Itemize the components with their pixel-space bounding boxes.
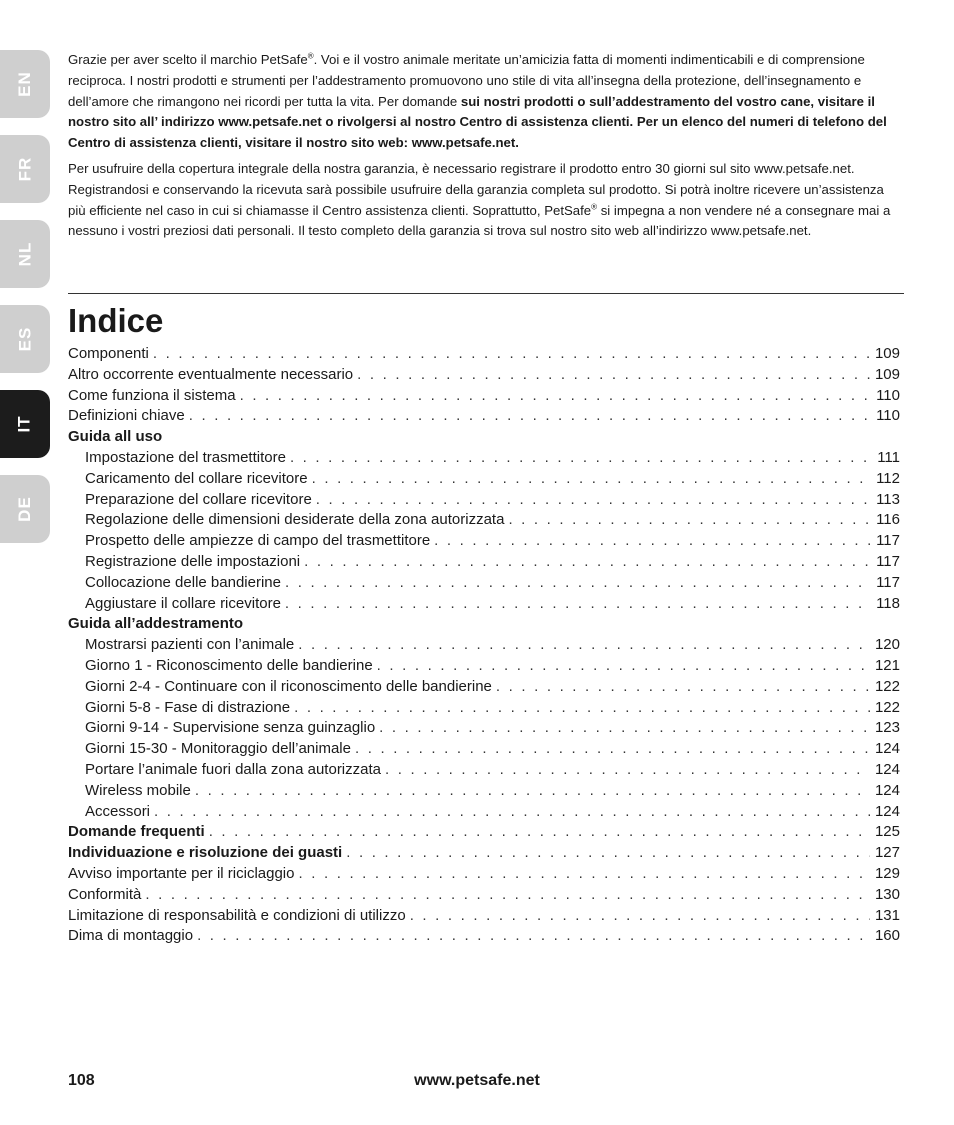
dot-leader: [434, 531, 870, 552]
toc-entry[interactable]: [68, 635, 900, 656]
toc-page-number: 122: [874, 677, 900, 695]
divider: [68, 293, 904, 294]
toc-entry[interactable]: [68, 760, 900, 781]
toc-entry[interactable]: [68, 510, 900, 531]
toc-entry[interactable]: [68, 427, 900, 448]
toc-entry-title: Accessori: [85, 802, 151, 820]
toc-entry[interactable]: [68, 906, 900, 927]
toc-entry[interactable]: [68, 594, 900, 615]
toc-entry-title: Regolazione delle dimensioni desiderate della zona autorizzata: [85, 511, 505, 529]
tab-label: NL: [14, 241, 34, 267]
intro-bold-text: sui nostri prodotti o sull’addestramento del vostro cane, visitare il nostro sito all’ indirizzo www.petsafe.net o rivolgersi al nostro Centro di assistenza clienti. Per un elenco del numeri di telefono del Centro di assistenza clienti, visitare il nostro sito web: www.petsafe.net.: [68, 93, 887, 151]
toc-entry-title: Wireless mobile: [85, 781, 191, 799]
toc-entry[interactable]: [68, 469, 900, 490]
toc-entry-title: Portare l’animale fuori dalla zona autorizzata: [85, 760, 381, 778]
dot-leader: [496, 677, 870, 698]
page-number: 108: [68, 1072, 95, 1089]
toc-page-number: 131: [874, 906, 900, 924]
toc-page-number: 109: [874, 365, 900, 383]
dot-leader: [294, 698, 870, 719]
registered-mark: ®: [591, 202, 598, 212]
toc-entry[interactable]: [68, 573, 900, 594]
toc-page-number: 160: [874, 927, 900, 945]
intro-text-span: si impegna a non vendere né a consegnare mai a nessuno i vostri preziosi dati personali. Il testo completo della garanzia si trova sul nostro sito web all’indirizzo www.petsafe.net.: [68, 202, 891, 239]
dot-leader: [379, 718, 870, 739]
toc-entry-title: Definizioni chiave: [68, 407, 185, 425]
dot-leader: [197, 926, 870, 947]
toc-entry-title: Aggiustare il collare ricevitore: [85, 594, 281, 612]
toc-page-number: 117: [876, 532, 900, 550]
toc-entry-title: Giorni 5-8 - Fase di distrazione: [85, 698, 291, 716]
toc-page-number: 130: [874, 885, 900, 903]
toc-page-number: 116: [876, 511, 900, 529]
toc-page-number: 124: [874, 802, 900, 820]
toc-entry-title: Collocazione delle bandierine: [85, 573, 281, 591]
toc-entry-title: Conformità: [68, 885, 142, 903]
tab-en[interactable]: [0, 50, 50, 118]
tab-it[interactable]: [0, 390, 50, 458]
toc-page-number: 112: [876, 469, 900, 487]
toc-page-number: 109: [874, 345, 900, 362]
dot-leader: [285, 594, 870, 615]
dot-leader: [355, 739, 870, 760]
toc-entry[interactable]: [68, 552, 900, 573]
intro-text-span: Grazie per aver scelto il marchio PetSafe: [68, 52, 308, 67]
toc-entry-title: Giorni 15-30 - Monitoraggio dell’animale: [85, 740, 351, 758]
toc-entry[interactable]: [68, 822, 900, 843]
dot-leader: [285, 573, 870, 594]
toc-page-number: 117: [876, 552, 900, 570]
toc-entry-title: Come funziona il sistema: [68, 386, 236, 404]
dot-leader: [189, 406, 870, 427]
toc-page-number: 122: [874, 698, 900, 716]
dot-leader: [145, 885, 870, 906]
toc-page-number: 121: [874, 656, 900, 674]
dot-leader: [508, 510, 870, 531]
toc-page-number: 124: [874, 781, 900, 799]
tab-fr[interactable]: [0, 135, 50, 203]
dot-leader: [385, 760, 870, 781]
toc-entry-title: Domande frequenti: [68, 823, 205, 841]
toc-entry[interactable]: [68, 386, 900, 407]
toc-entry-title: Mostrarsi pazienti con l’animale: [85, 636, 295, 654]
dot-leader: [304, 552, 870, 573]
toc-entry[interactable]: [68, 926, 900, 947]
tab-label: EN: [15, 71, 34, 97]
intro-paragraph-1: [68, 50, 904, 154]
dot-leader: [290, 448, 870, 469]
toc-entry[interactable]: [68, 698, 900, 719]
toc-entry[interactable]: [68, 365, 900, 386]
tab-es[interactable]: [0, 305, 50, 373]
dot-leader: [410, 906, 870, 927]
tab-nl[interactable]: [0, 220, 50, 288]
toc-entry-title: Prospetto delle ampiezze di campo del trasmettitore: [85, 532, 431, 550]
dot-leader: [377, 656, 870, 677]
toc-entry[interactable]: [68, 802, 900, 823]
dot-leader: [316, 490, 870, 511]
toc-entry-title: Altro occorrente eventualmente necessario: [68, 365, 354, 383]
toc-page-number: 123: [874, 719, 900, 737]
toc-page-number: 120: [874, 636, 900, 654]
toc-entry-title: Guida all’addestramento: [68, 615, 244, 633]
toc-entry-title: Preparazione del collare ricevitore: [85, 490, 312, 508]
toc-entry[interactable]: [68, 677, 900, 698]
dot-leader: [312, 469, 870, 490]
dot-leader: [298, 635, 870, 656]
toc-entry-title: Caricamento del collare ricevitore: [85, 469, 308, 487]
intro-text: [68, 50, 904, 247]
dot-leader: [346, 843, 870, 864]
toc-entry[interactable]: [68, 885, 900, 906]
dot-leader: [209, 822, 870, 843]
toc-entry[interactable]: [68, 656, 900, 677]
toc-entry-title: Registrazione delle impostazioni: [85, 552, 301, 570]
tab-label: IT: [14, 415, 34, 433]
toc-entry-title: Giorni 2-4 - Continuare con il riconoscimento delle bandierine: [85, 677, 492, 695]
toc-entry[interactable]: [68, 490, 900, 511]
toc-entry-title: Limitazione di responsabilità e condizioni di utilizzo: [68, 906, 406, 924]
page-title: Indice: [68, 302, 164, 339]
toc-entry[interactable]: [68, 739, 900, 760]
toc-entry[interactable]: [68, 864, 900, 885]
dot-leader: [299, 864, 871, 885]
toc-entry[interactable]: [68, 448, 900, 469]
toc-entry[interactable]: [68, 614, 900, 635]
toc-entry-title: Impostazione del trasmettitore: [85, 448, 286, 466]
toc-entry-title: Avviso importante per il riciclaggio: [68, 864, 295, 882]
toc-page-number: 118: [876, 594, 900, 612]
toc-entry[interactable]: [68, 843, 900, 864]
toc-entry[interactable]: [68, 718, 900, 739]
toc-page-number: 110: [876, 407, 900, 425]
intro-paragraph-2: [68, 159, 904, 242]
toc-page-number: 110: [876, 386, 900, 404]
toc-page-number: 125: [874, 823, 900, 841]
toc-entry[interactable]: [68, 781, 900, 802]
toc-entry-title: Dima di montaggio: [68, 927, 194, 945]
table-of-contents: [68, 344, 900, 947]
toc-entry-title: Individuazione e risoluzione dei guasti: [68, 844, 343, 862]
toc-entry[interactable]: [68, 344, 900, 365]
tab-label: ES: [15, 326, 34, 352]
dot-leader: [240, 386, 870, 407]
tab-label: DE: [15, 496, 34, 522]
dot-leader: [153, 344, 870, 365]
toc-entry-title: Guida all uso: [68, 428, 163, 446]
toc-entry[interactable]: [68, 406, 900, 427]
tab-de[interactable]: [0, 475, 50, 543]
toc-page-number: 113: [876, 490, 900, 508]
dot-leader: [357, 365, 870, 386]
intro-text-span: . Voi e il vostro animale meritate un’amicizia fatta di momenti indimenticabili e di comprensione reciproca. I nostri prodotti e strumenti per l’addestramento promuovono uno stile di vita all’insegna della protezione, dell’insegnamento e dell’amore che rimangono nei ricordi per tutta la vita. Per domande: [68, 52, 865, 109]
toc-page-number: 124: [874, 740, 900, 758]
toc-entry-title: Giorno 1 - Riconoscimento delle bandierine: [85, 656, 373, 674]
footer-url[interactable]: www.petsafe.net: [414, 1072, 540, 1089]
dot-leader: [195, 781, 870, 802]
registered-mark: ®: [307, 51, 314, 61]
toc-entry-title: Componenti: [68, 345, 149, 362]
toc-page-number: 129: [874, 864, 900, 882]
toc-page-number: 111: [877, 448, 900, 466]
toc-page-number: 124: [874, 760, 900, 778]
dot-leader: [154, 802, 870, 823]
toc-entry-title: Giorni 9-14 - Supervisione senza guinzaglio: [85, 719, 376, 737]
tab-label: FR: [14, 156, 34, 182]
toc-entry[interactable]: [68, 531, 900, 552]
toc-page-number: 117: [876, 573, 900, 591]
intro-text-span: Per usufruire della copertura integrale della nostra garanzia, è necessario registrare il prodotto entro 30 giorni sul sito www.petsafe.net. Registrandosi e conservando la ricevuta sarà possibile usufruire della garanzia completa sul prodotto. Si potrà inoltre ricevere un’assistenza più efficiente nel caso in cui si chiamasse il Centro assistenza clienti. Soprattutto, PetSafe: [68, 160, 884, 218]
toc-page-number: 127: [874, 844, 900, 862]
